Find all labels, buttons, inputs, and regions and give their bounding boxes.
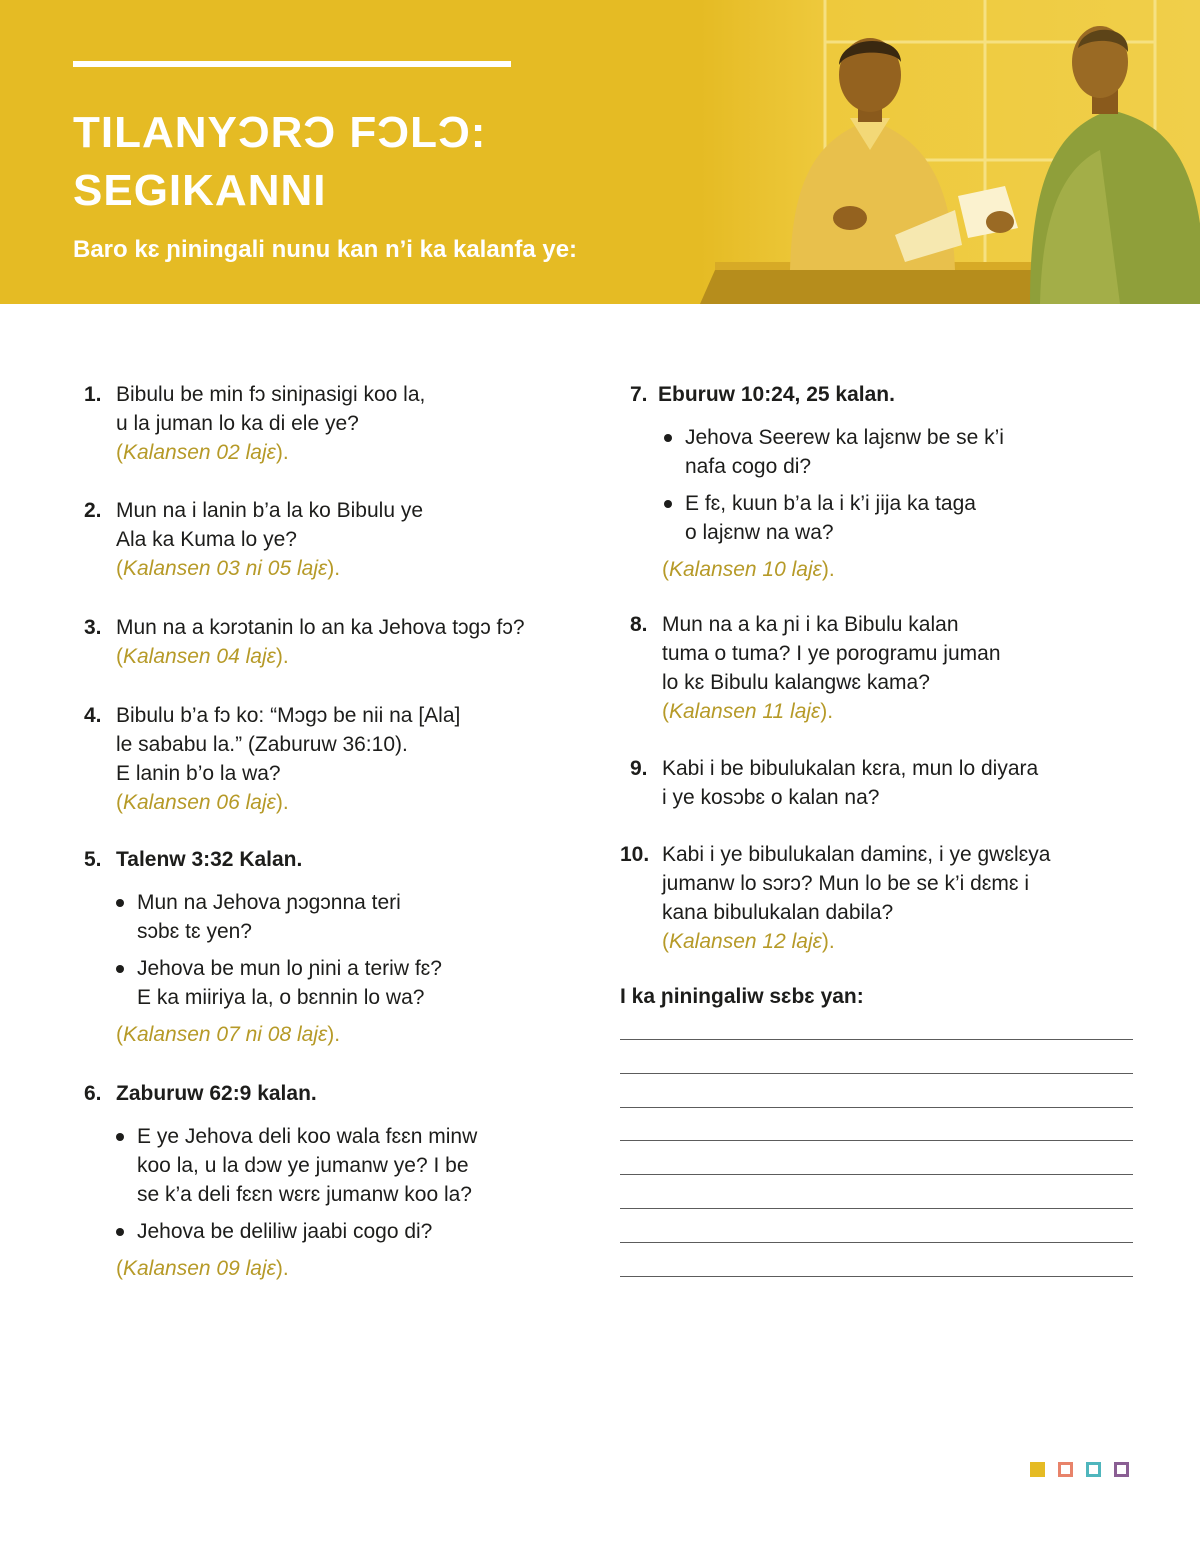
question-text-line: Mun na i lanin b’a la ko Bibulu ye xyxy=(116,499,424,522)
question-number: 2. xyxy=(84,499,102,522)
question-6 xyxy=(84,1079,564,1283)
bullet-text-line: nafa cogo di? xyxy=(685,455,812,478)
lesson-reference-text: Kalansen 02 lajɛ xyxy=(123,441,276,464)
lesson-reference: (Kalansen 12 lajɛ). xyxy=(662,930,835,953)
note-writing-line[interactable] xyxy=(620,1073,1133,1074)
question-number: 8. xyxy=(630,613,648,636)
lesson-reference: (Kalansen 02 lajɛ). xyxy=(116,441,289,464)
square-icon-outline xyxy=(1114,1462,1129,1477)
question-number: 1. xyxy=(84,383,102,406)
bullet-item xyxy=(662,423,1110,481)
lesson-reference: (Kalansen 07 ni 08 lajɛ). xyxy=(116,1023,341,1046)
question-text-line: le sababu la.” (Zaburuw 36:10). xyxy=(116,733,408,756)
question-text-line: Bibulu be min fɔ siniɲasigi koo la, xyxy=(116,383,426,406)
bullet-text-line: koo la, u la dɔw ye jumanw ye? I be xyxy=(137,1154,469,1177)
question-2 xyxy=(84,496,564,583)
question-text-line: Ala ka Kuma lo ye? xyxy=(116,528,297,551)
lesson-reference: (Kalansen 06 lajɛ). xyxy=(116,791,289,814)
note-writing-line[interactable] xyxy=(620,1242,1133,1243)
question-9 xyxy=(630,754,1130,812)
bullet-text-line: sɔbɛ tɛ yen? xyxy=(137,920,252,943)
question-1 xyxy=(84,380,564,467)
question-number: 6. xyxy=(84,1082,102,1105)
question-number: 9. xyxy=(630,757,648,780)
question-text-line: u la juman lo ka di ele ye? xyxy=(116,412,359,435)
question-number: 7. xyxy=(630,383,648,406)
bullet-text-line: E ye Jehova deli koo wala fɛɛn minw xyxy=(137,1125,478,1148)
question-8 xyxy=(630,610,1130,726)
lesson-reference-text: Kalansen 07 ni 08 lajɛ xyxy=(123,1023,328,1046)
lesson-reference-text: Kalansen 04 lajɛ xyxy=(123,645,276,668)
question-5 xyxy=(84,845,564,1049)
header-band xyxy=(0,0,1200,304)
page-subtitle: Baro kɛ ɲiningali nunu kan n’i ka kalanfa ye: xyxy=(73,236,578,263)
question-number: 3. xyxy=(84,616,102,639)
lesson-reference-text: Kalansen 10 lajɛ xyxy=(669,558,822,581)
lesson-reference: (Kalansen 09 lajɛ). xyxy=(116,1257,289,1280)
lesson-reference-text: Kalansen 11 lajɛ xyxy=(669,700,821,723)
question-text-line: Bibulu b’a fɔ ko: “Mɔgɔ be nii na [Ala] xyxy=(116,704,461,727)
question-10 xyxy=(620,840,1130,956)
page-title-line-1: TILANYƆRƆ FƆLƆ: xyxy=(73,108,487,157)
note-writing-line[interactable] xyxy=(620,1276,1133,1277)
notes-title: I ka ɲiningaliw sɛbɛ yan: xyxy=(620,985,864,1008)
question-text-line: i ye kosɔbɛ o kalan na? xyxy=(662,786,880,809)
question-3 xyxy=(84,613,584,671)
question-7 xyxy=(630,380,1110,584)
question-number: 5. xyxy=(84,848,102,871)
question-heading: Eburuw 10:24, 25 kalan. xyxy=(658,383,895,406)
bullet-text-line: se k’a deli fɛɛn wɛrɛ jumanw koo la? xyxy=(137,1183,472,1206)
square-icon-outline xyxy=(1086,1462,1101,1477)
question-text-line: tuma o tuma? I ye porogramu juman xyxy=(662,642,1001,665)
bullet-item xyxy=(114,954,564,1012)
lesson-reference-text: Kalansen 03 ni 05 lajɛ xyxy=(123,557,328,580)
bullet-text-line: Jehova Seerew ka lajɛnw be se k’i xyxy=(685,426,1004,449)
lesson-reference: (Kalansen 10 lajɛ). xyxy=(662,558,835,581)
lesson-reference-text: Kalansen 06 lajɛ xyxy=(123,791,276,814)
bullet-item xyxy=(114,1217,564,1246)
square-icon-filled xyxy=(1030,1462,1045,1477)
bullet-text-line: E fɛ, kuun b’a la i k’i jija ka taga xyxy=(685,492,976,515)
note-writing-line[interactable] xyxy=(620,1107,1133,1108)
lesson-reference-text: Kalansen 12 lajɛ xyxy=(669,930,822,953)
lesson-reference: (Kalansen 11 lajɛ). xyxy=(662,700,834,723)
bullet-text-line: Jehova be deliliw jaabi cogo di? xyxy=(137,1220,433,1243)
lesson-reference-text: Kalansen 09 lajɛ xyxy=(123,1257,276,1280)
bullet-text-line: Mun na Jehova ɲɔgɔnna teri xyxy=(137,891,401,914)
question-heading: Talenw 3:32 Kalan. xyxy=(116,848,303,871)
page-title-line-2: SEGIKANNI xyxy=(73,166,327,215)
question-text-line: kana bibulukalan dabila? xyxy=(662,901,894,924)
question-text-line: jumanw lo sɔrɔ? Mun lo be se k’i dɛmɛ i xyxy=(662,872,1030,895)
note-writing-line[interactable] xyxy=(620,1208,1133,1209)
question-text-line: Mun na a ka ɲi i ka Bibulu kalan xyxy=(662,613,959,636)
question-4 xyxy=(84,701,564,817)
question-text-line: Mun na a kɔrɔtanin lo an ka Jehova tɔgɔ fɔ? xyxy=(116,616,525,639)
header-rule xyxy=(73,61,511,67)
bullet-item xyxy=(662,489,1110,547)
bullet-item xyxy=(114,1122,564,1209)
question-heading: Zaburuw 62:9 kalan. xyxy=(116,1082,317,1105)
lesson-reference: (Kalansen 04 lajɛ). xyxy=(116,645,289,668)
question-text-line: Kabi i ye bibulukalan daminɛ, i ye gwɛlɛya xyxy=(662,843,1051,866)
bullet-item xyxy=(114,888,564,946)
square-icon-outline xyxy=(1058,1462,1073,1477)
question-text-line: Kabi i be bibulukalan kɛra, mun lo diyara xyxy=(662,757,1039,780)
question-number: 10. xyxy=(620,843,650,866)
lesson-reference: (Kalansen 03 ni 05 lajɛ). xyxy=(116,557,341,580)
question-number: 4. xyxy=(84,704,102,727)
bullet-text-line: E ka miiriya la, o bɛnnin lo wa? xyxy=(137,986,425,1009)
question-text-line: E lanin b’o la wa? xyxy=(116,762,281,785)
header-illustration xyxy=(700,0,1200,304)
page-title xyxy=(73,104,486,220)
bullet-text-line: Jehova be mun lo ɲini a teriw fɛ? xyxy=(137,957,442,980)
question-text-line: lo kɛ Bibulu kalangwɛ kama? xyxy=(662,671,930,694)
note-writing-line[interactable] xyxy=(620,1174,1133,1175)
note-writing-line[interactable] xyxy=(620,1039,1133,1040)
note-writing-line[interactable] xyxy=(620,1140,1133,1141)
bullet-text-line: o lajɛnw na wa? xyxy=(685,521,834,544)
